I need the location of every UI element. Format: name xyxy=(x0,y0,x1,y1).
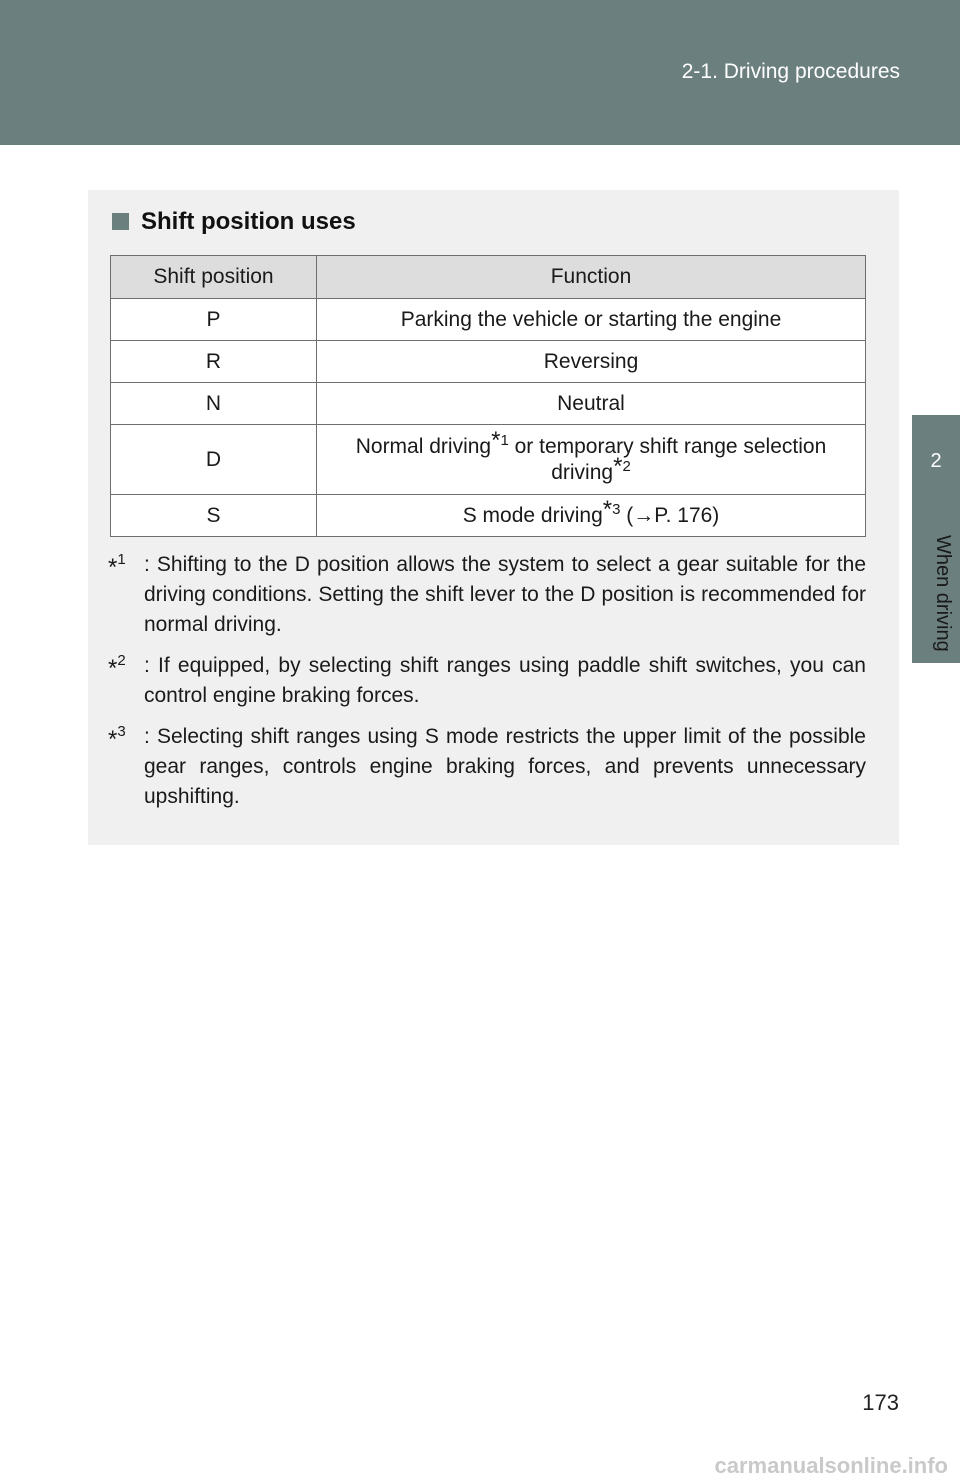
page-header xyxy=(0,0,960,145)
function-text: Normal driving xyxy=(355,434,492,458)
footnote-star: * xyxy=(108,655,118,682)
function-cell xyxy=(317,425,866,495)
chapter-number: 2 xyxy=(930,450,942,472)
table-row xyxy=(111,341,866,383)
position-cell: N xyxy=(111,383,317,425)
function-cell: Reversing xyxy=(317,341,866,383)
breadcrumb: 2-1. Driving procedures xyxy=(681,60,900,83)
footnote-number: 2 xyxy=(117,652,126,669)
square-bullet-icon xyxy=(112,213,129,230)
footnote-marker xyxy=(108,651,126,682)
footnote-marker xyxy=(108,722,126,753)
footnote-number: 1 xyxy=(117,551,126,568)
footnote-star: * xyxy=(491,426,501,454)
watermark: carmanualsonline.info xyxy=(714,1453,948,1478)
function-text: S mode driving xyxy=(462,503,603,527)
footnote xyxy=(108,722,866,812)
table-row xyxy=(111,495,866,537)
info-box xyxy=(88,190,899,845)
footnote xyxy=(108,651,866,711)
chapter-side-tab xyxy=(912,145,960,1484)
position-cell: P xyxy=(111,299,317,341)
footnote-number: 3 xyxy=(117,723,126,740)
page-reference-link[interactable]: (→P. 176) xyxy=(620,503,720,527)
footnote-ref-number: 2 xyxy=(622,457,631,475)
shift-position-table xyxy=(110,255,866,537)
footnote-ref xyxy=(602,495,621,523)
column-header-position: Shift position xyxy=(111,256,317,299)
footnote-ref xyxy=(491,426,509,454)
function-cell: Parking the vehicle or starting the engine xyxy=(317,299,866,341)
footnote-ref-number: 3 xyxy=(612,500,621,518)
footnote-marker xyxy=(108,550,126,581)
footnote-star: * xyxy=(613,452,623,480)
footnote xyxy=(108,550,866,640)
footnote-star: * xyxy=(108,726,118,753)
footnote-text: : Selecting shift ranges using S mode restricts the upper limit of the possible gear ranges, controls engine braking forces, and prevents unnecessary upshifting. xyxy=(144,725,866,808)
function-cell xyxy=(317,495,866,537)
table-header-row xyxy=(111,256,866,299)
table-row xyxy=(111,299,866,341)
position-cell: D xyxy=(111,425,317,495)
footnote-ref-number: 1 xyxy=(500,431,509,449)
footnotes xyxy=(108,550,866,823)
column-header-function: Function xyxy=(317,256,866,299)
box-title xyxy=(112,208,356,236)
footnote-star: * xyxy=(602,495,613,523)
footnote-text: : If equipped, by selecting shift ranges using paddle shift switches, you can control engine braking forces. xyxy=(144,654,866,707)
footnote-star: * xyxy=(108,554,118,581)
function-text: or temporary shift range selection driving xyxy=(508,434,827,484)
position-cell: R xyxy=(111,341,317,383)
table-row xyxy=(111,425,866,495)
page-number: 173 xyxy=(862,1390,899,1415)
position-cell: S xyxy=(111,495,317,537)
footnote-text: : Shifting to the D position allows the system to select a gear suitable for the driving conditions. Setting the shift lever to the D position is recommended for normal driving. xyxy=(144,553,866,636)
table-row xyxy=(111,383,866,425)
footnote-ref xyxy=(613,452,631,480)
box-title-text: Shift position uses xyxy=(141,208,356,235)
function-cell: Neutral xyxy=(317,383,866,425)
chapter-title: When driving xyxy=(932,535,954,652)
